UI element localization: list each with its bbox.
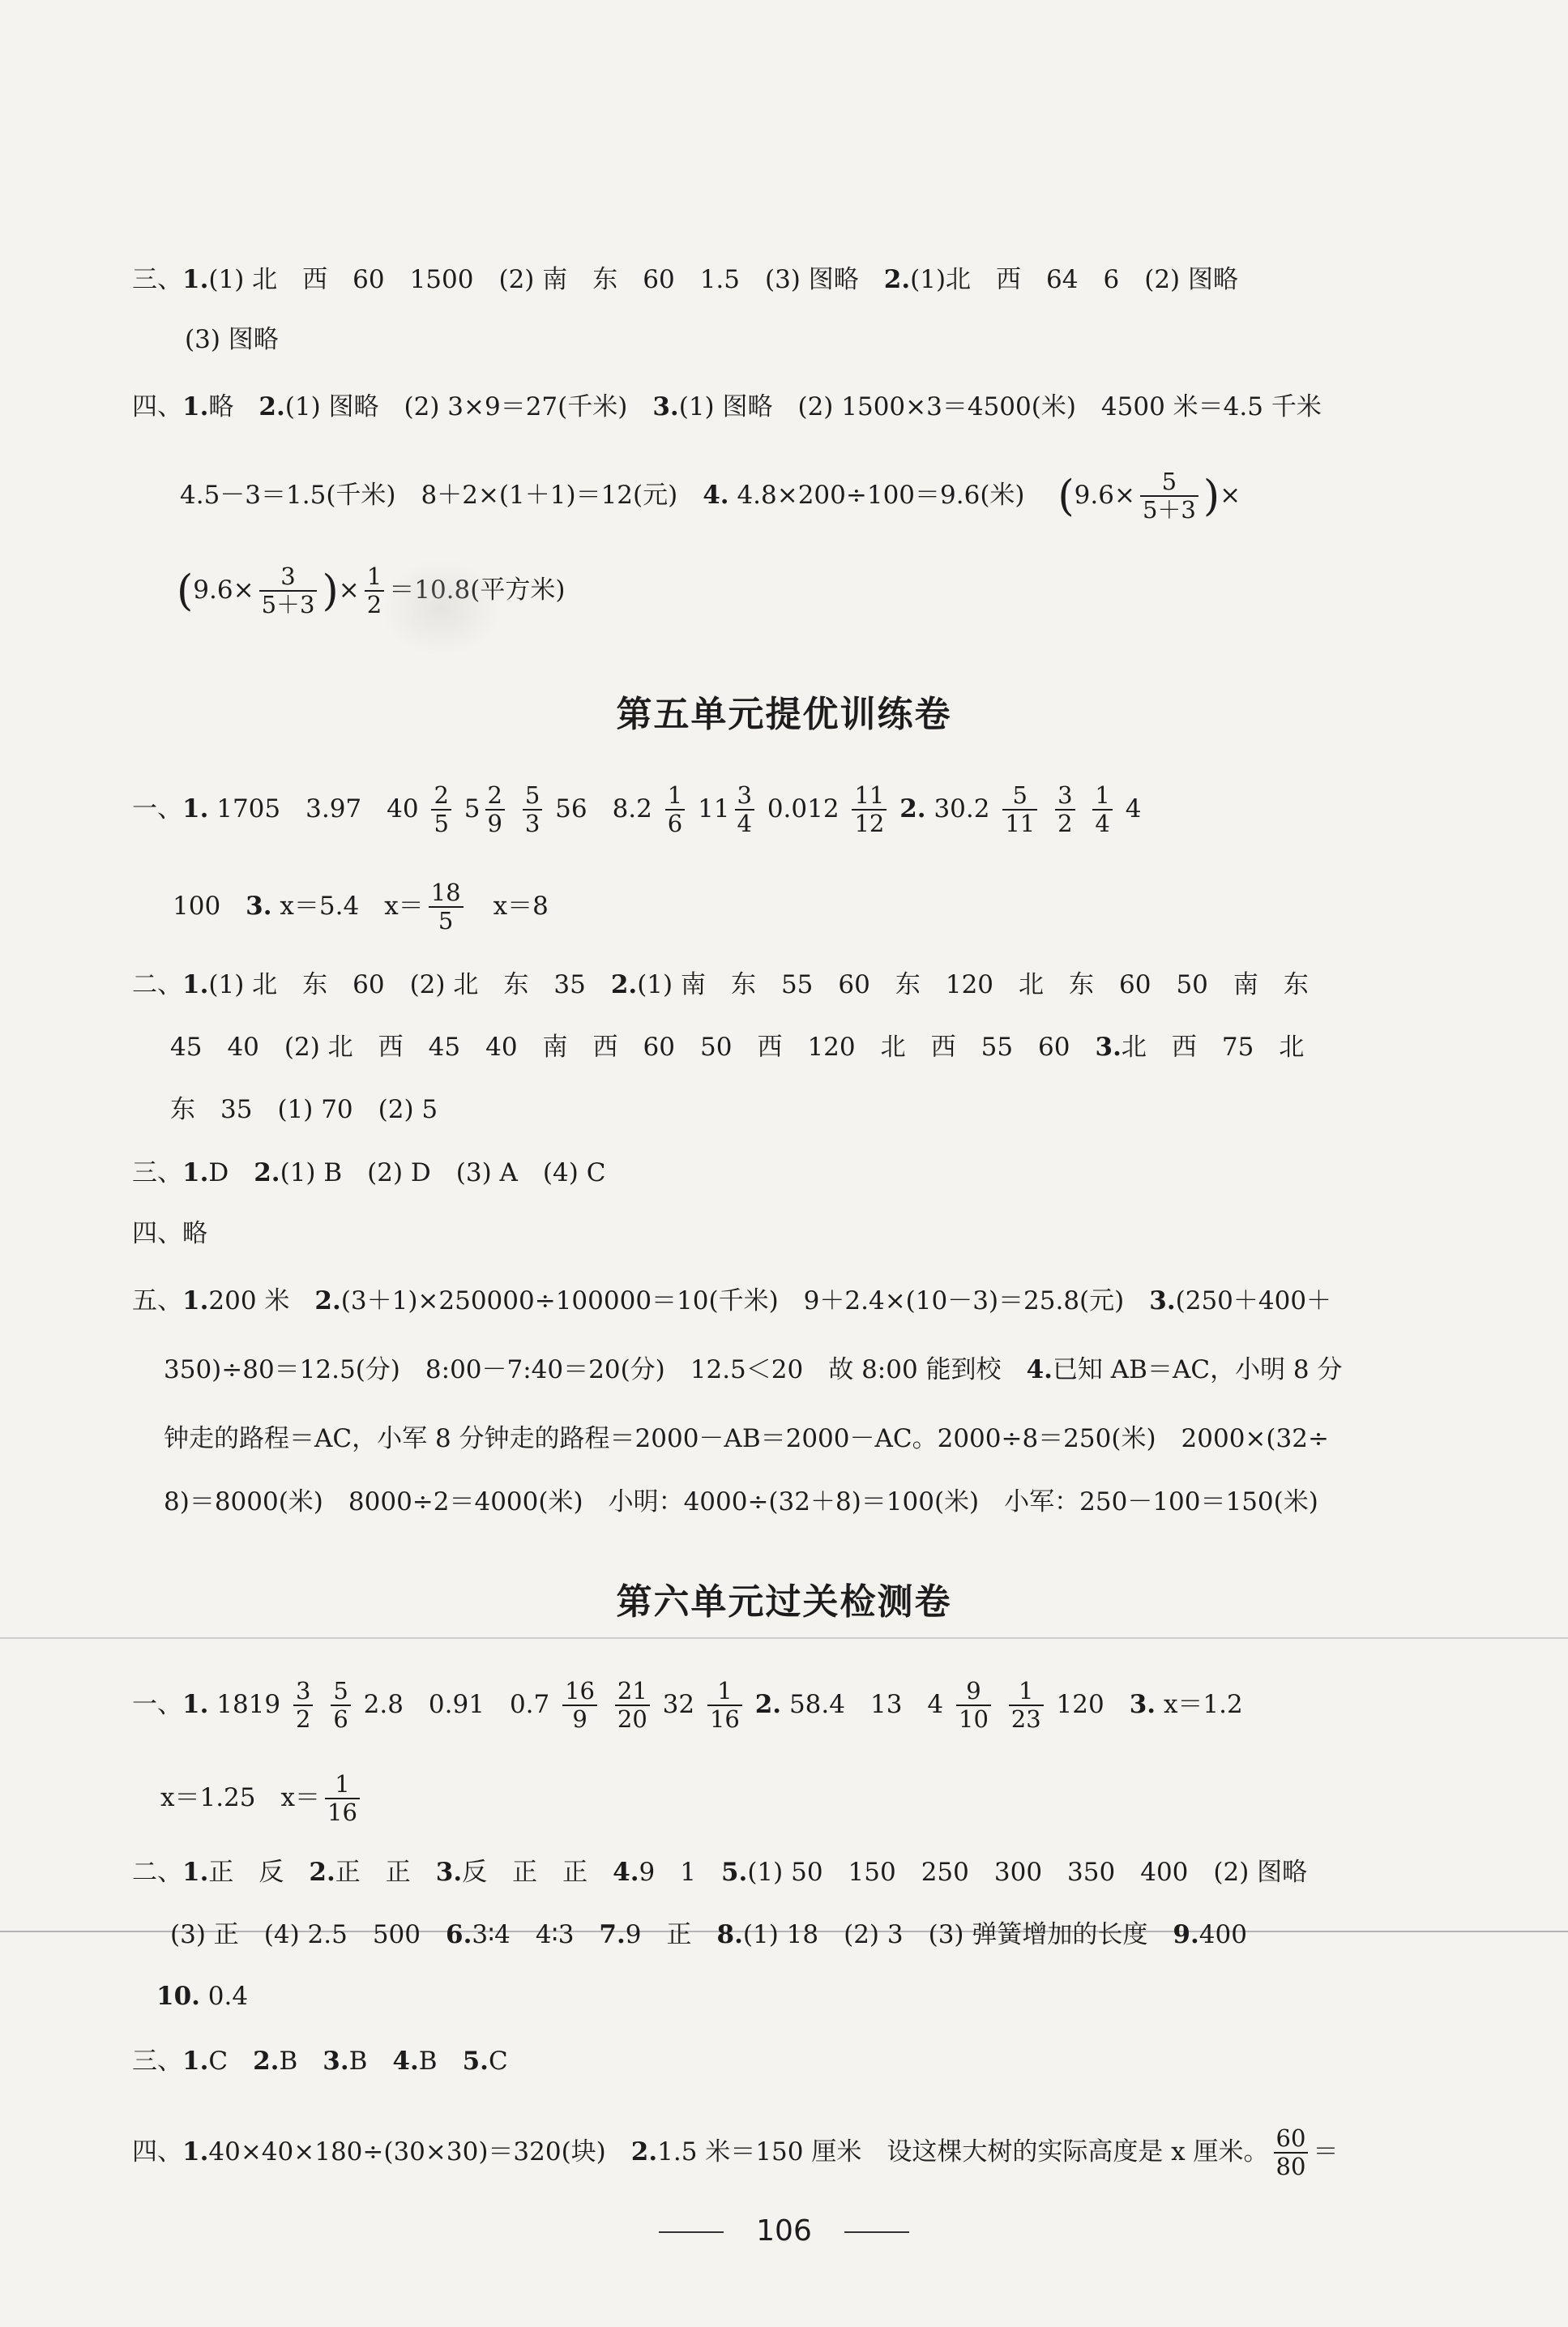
item-number: 10. <box>156 1982 200 2011</box>
denominator: 5 <box>438 907 454 935</box>
answer-text: C <box>488 2047 508 2076</box>
answer-text: 58.4 13 4 <box>788 1689 944 1719</box>
numerator: 3 <box>293 1678 313 1706</box>
answer-text: (250＋400＋ <box>1175 1286 1332 1315</box>
fraction <box>523 782 542 838</box>
item-number: 3. <box>652 392 679 421</box>
answer-text: 北 西 75 北 <box>1121 1033 1305 1062</box>
answer-text: 1.5 米＝150 厘米 设这棵大树的实际高度是 x 厘米。 <box>657 2137 1269 2167</box>
denominator: 16 <box>327 1799 357 1827</box>
answer-line <box>170 1035 1304 1060</box>
item-number: 2. <box>630 2137 658 2167</box>
answer-text: 0.4 <box>207 1982 249 2011</box>
answer-text: x＝1.2 <box>1163 1689 1243 1719</box>
question-number: 一、 <box>132 793 182 823</box>
item-number: 3. <box>246 891 272 921</box>
numerator: 5 <box>523 782 542 811</box>
numerator: 5 <box>331 1678 350 1706</box>
fraction <box>1055 782 1075 838</box>
numerator: 5 <box>1140 468 1198 497</box>
numerator: 2 <box>431 782 451 811</box>
item-number: 2. <box>254 1158 280 1187</box>
numerator: 60 <box>1274 2125 1309 2154</box>
answer-line <box>164 1487 1318 1516</box>
answer-text: 2.8 0.91 0.7 <box>363 1689 550 1719</box>
answer-text: 正 反 <box>208 1858 310 1887</box>
answer-text: 56 8.2 <box>555 793 652 823</box>
denominator: 4 <box>1095 810 1110 838</box>
denominator: 5 <box>434 810 449 838</box>
item-number: 2. <box>253 2047 280 2076</box>
answer-text: 3∶4 4∶3 <box>472 1920 600 1949</box>
numerator: 1 <box>325 1771 360 1799</box>
denominator: 3 <box>524 810 540 838</box>
fraction <box>431 782 451 838</box>
answer-text: x＝8 <box>468 891 549 921</box>
answer-text: 4.8×200÷100＝9.6(米) <box>737 480 1050 510</box>
answer-text: × <box>1220 480 1241 510</box>
answer-text: ＝ <box>1313 2137 1339 2167</box>
answer-text: ＝10.8(平方米) <box>389 575 566 605</box>
fraction <box>485 782 505 838</box>
question-number: 三、 <box>132 1158 182 1187</box>
answer-text: (1) 50 150 250 300 350 400 (2) 图略 <box>747 1858 1308 1887</box>
answer-text: 4 <box>1125 793 1142 823</box>
item-number: 5. <box>462 2047 489 2076</box>
numerator: 1 <box>665 782 685 811</box>
answer-text: 40×40×180÷(30×30)＝320(块) <box>208 2137 631 2167</box>
answer-text: 1819 <box>216 1689 281 1719</box>
answer-text: (1) 18 (2) 3 (3) 弹簧增加的长度 <box>742 1920 1173 1949</box>
answer-text: (1) 北 西 60 1500 (2) 南 东 60 1.5 (3) 图略 <box>208 265 884 294</box>
item-number: 1. <box>182 265 209 294</box>
item-number: 3. <box>435 1858 463 1887</box>
numerator: 3 <box>259 563 318 592</box>
denominator: 10 <box>959 1705 989 1734</box>
answer-line <box>132 2049 508 2074</box>
numerator: 3 <box>1055 782 1075 811</box>
question-number: 二、 <box>132 1858 182 1887</box>
item-number: 3. <box>323 2047 349 2076</box>
item-number: 1. <box>182 2047 209 2076</box>
answer-text: 东 35 (1) 70 (2) 5 <box>170 1095 438 1124</box>
fraction <box>707 1678 742 1734</box>
answer-line <box>132 970 1309 999</box>
answer-text: 9.6× <box>1074 480 1135 510</box>
item-number: 2. <box>258 392 285 421</box>
answer-text: 100 <box>173 891 246 921</box>
answer-text: 30.2 <box>934 793 990 823</box>
answer-text: 9.6× <box>193 575 254 605</box>
item-number: 1. <box>182 1286 209 1315</box>
item-number: 2. <box>314 1286 341 1315</box>
answer-line <box>170 1097 438 1123</box>
answer-line <box>132 267 1238 293</box>
item-number: 1. <box>182 2137 209 2167</box>
question-number: 三、 <box>132 265 182 294</box>
denominator: 16 <box>709 1705 740 1734</box>
answer-text: 9 1 <box>639 1858 721 1887</box>
answer-text: D <box>208 1158 254 1187</box>
answer-line <box>132 1221 207 1247</box>
answer-text: (3) 正 (4) 2.5 500 <box>170 1920 446 1949</box>
answer-text: 45 40 (2) 北 西 45 40 南 西 60 50 西 120 北 西 55 60 <box>170 1033 1096 1062</box>
answer-line <box>132 1158 606 1187</box>
stamp-watermark <box>381 559 502 657</box>
left-paren: ( <box>1057 472 1075 521</box>
item-number: 2. <box>899 793 926 823</box>
item-number: 2. <box>883 265 911 294</box>
numerator: 21 <box>615 1678 650 1706</box>
answer-line <box>164 1424 1329 1453</box>
fraction <box>1274 2125 1309 2181</box>
answer-line <box>164 1355 1343 1384</box>
answer-text: 4.5－3＝1.5(千米) 8＋2×(1＋1)＝12(元) <box>180 480 703 510</box>
numerator: 9 <box>956 1678 991 1706</box>
answer-text: 5 <box>464 793 481 823</box>
answer-text: 120 <box>1056 1689 1130 1719</box>
denominator: 2 <box>296 1705 311 1734</box>
answer-line <box>170 1920 1247 1949</box>
numerator: 16 <box>562 1678 597 1706</box>
answer-text: 四、略 <box>132 1219 207 1248</box>
numerator: 1 <box>365 563 384 592</box>
answer-text: x＝5.4 x＝ <box>280 891 424 921</box>
question-number: 五、 <box>132 1286 182 1315</box>
numerator: 2 <box>485 782 505 811</box>
answer-text: 已知 AB＝AC，小明 8 分 <box>1052 1355 1343 1384</box>
answer-line <box>180 468 1241 524</box>
denominator: 4 <box>737 810 752 838</box>
item-number: 4. <box>613 1858 639 1887</box>
item-number: 8. <box>716 1920 743 1949</box>
item-number: 2. <box>610 970 638 999</box>
fraction <box>665 782 685 838</box>
item-number: 3. <box>1149 1286 1176 1315</box>
answer-text: 0.012 <box>767 793 840 823</box>
answer-text: (1) 图略 (2) 3×9＝27(千米) <box>284 392 653 421</box>
item-number: 2. <box>309 1858 335 1887</box>
denominator: 9 <box>487 810 502 838</box>
left-paren: ( <box>177 567 194 616</box>
denominator: 23 <box>1010 1705 1041 1734</box>
fraction <box>429 879 464 935</box>
denominator: 6 <box>333 1705 348 1734</box>
numerator: 1 <box>1092 782 1112 811</box>
page-number-dash <box>659 2231 724 2233</box>
question-number: 三、 <box>132 2047 182 2076</box>
fraction <box>615 1678 650 1734</box>
answer-text: (1) 北 东 60 (2) 北 东 35 <box>208 970 611 999</box>
answer-text: (1) 图略 (2) 1500×3＝4500(米) 4500 米＝4.5 千米 <box>678 392 1322 421</box>
denominator: 9 <box>572 1705 587 1734</box>
numerator: 1 <box>707 1678 742 1706</box>
answer-text: (3＋1)×250000÷100000＝10(千米) 9＋2.4×(10－3)＝25.8(元) <box>340 1286 1150 1315</box>
answer-text: 略 <box>208 392 259 421</box>
denominator: 11 <box>1005 810 1036 838</box>
item-number: 1. <box>182 970 209 999</box>
answer-text: 钟走的路程＝AC，小军 8 分钟走的路程＝2000－AB＝2000－AC。2000÷8＝250(米) 2000×(32÷ <box>164 1424 1329 1453</box>
numerator: 18 <box>429 879 464 908</box>
answer-line <box>156 1984 248 2009</box>
fraction <box>735 782 754 838</box>
answer-text: 350)÷80＝12.5(分) 8:00－7:40＝20(分) 12.5＜20 故 8:00 能到校 <box>164 1355 1027 1384</box>
right-paren: ) <box>1203 472 1220 521</box>
item-number: 5. <box>720 1858 748 1887</box>
item-number: 6. <box>446 1920 472 1949</box>
fraction <box>1140 468 1198 524</box>
numerator: 11 <box>852 782 887 811</box>
item-number: 1. <box>182 392 209 421</box>
answer-text: (3) 图略 <box>185 325 279 354</box>
item-number: 1. <box>182 1158 209 1187</box>
answer-text: C <box>208 2047 254 2076</box>
section-title: 第五单元提优训练卷 <box>616 694 952 735</box>
divider <box>0 1637 1568 1639</box>
answer-text: 32 <box>662 1689 695 1719</box>
answer-text: (1) B (2) D (3) A (4) C <box>280 1158 606 1187</box>
denominator: 20 <box>617 1705 647 1734</box>
denominator: 5＋3 <box>1142 496 1196 524</box>
answer-text: 11 <box>698 793 730 823</box>
answer-text: 400 <box>1198 1920 1247 1949</box>
item-number: 1. <box>182 793 209 823</box>
denominator: 6 <box>667 810 683 838</box>
fraction <box>1002 782 1037 838</box>
answer-line <box>160 1771 365 1827</box>
answer-line <box>132 392 1322 421</box>
section-title: 第六单元过关检测卷 <box>616 1581 952 1623</box>
page-number-dash <box>844 2231 909 2233</box>
denominator: 80 <box>1275 2153 1306 2181</box>
fraction <box>293 1678 313 1734</box>
fraction <box>331 1678 350 1734</box>
right-paren: ) <box>322 567 339 616</box>
answer-text: 9 正 <box>625 1920 717 1949</box>
denominator: 2 <box>1057 810 1073 838</box>
answer-text: 8)＝8000(米) 8000÷2＝4000(米) 小明：4000÷(32＋8)＝100(米) 小军：250－100＝150(米) <box>164 1487 1318 1516</box>
item-number: 9. <box>1173 1920 1199 1949</box>
answer-line <box>132 2125 1338 2181</box>
fraction <box>956 1678 991 1734</box>
item-number: 4. <box>392 2047 419 2076</box>
item-number: 3. <box>1129 1689 1156 1719</box>
answer-text: × <box>338 575 360 605</box>
answer-text: (1) 南 东 55 60 东 120 北 东 60 50 南 东 <box>637 970 1309 999</box>
fraction <box>562 1678 597 1734</box>
numerator: 5 <box>1002 782 1037 811</box>
answer-line <box>173 879 549 935</box>
denominator: 2 <box>366 591 382 619</box>
answer-line <box>132 782 1141 838</box>
item-number: 4. <box>703 480 729 510</box>
page-number-text: 106 <box>756 2214 812 2248</box>
fraction <box>259 563 318 619</box>
answer-text: B <box>418 2047 463 2076</box>
answer-text: 200 米 <box>208 1286 315 1315</box>
answer-line <box>132 1286 1332 1315</box>
answer-text: (1)北 西 64 6 (2) 图略 <box>910 265 1238 294</box>
fraction <box>1092 782 1112 838</box>
fraction <box>1009 1678 1044 1734</box>
answer-line <box>132 1860 1307 1885</box>
question-number: 一、 <box>132 1689 182 1719</box>
answer-text: 反 正 正 <box>462 1858 613 1887</box>
question-number: 四、 <box>132 2137 182 2167</box>
item-number: 7. <box>599 1920 626 1949</box>
question-number: 四、 <box>132 392 182 421</box>
item-number: 1. <box>182 1689 209 1719</box>
fraction <box>852 782 887 838</box>
item-number: 3. <box>1095 1033 1122 1062</box>
numerator: 1 <box>1009 1678 1044 1706</box>
denominator: 5＋3 <box>261 591 315 619</box>
question-number: 二、 <box>132 970 182 999</box>
answer-text: 正 正 <box>335 1858 436 1887</box>
answer-line <box>132 1678 1243 1734</box>
answer-text: x＝1.25 x＝ <box>160 1782 320 1812</box>
answer-text: B <box>348 2047 393 2076</box>
numerator: 3 <box>735 782 754 811</box>
page-number <box>0 2214 1568 2248</box>
item-number: 4. <box>1026 1355 1053 1384</box>
answer-text: B <box>279 2047 323 2076</box>
denominator: 12 <box>854 810 885 838</box>
item-number: 1. <box>182 1858 209 1887</box>
answer-text: 1705 3.97 40 <box>216 793 419 823</box>
fraction <box>325 1771 360 1827</box>
item-number: 2. <box>754 1689 782 1719</box>
answer-line <box>185 327 279 353</box>
answer-line <box>177 563 565 619</box>
